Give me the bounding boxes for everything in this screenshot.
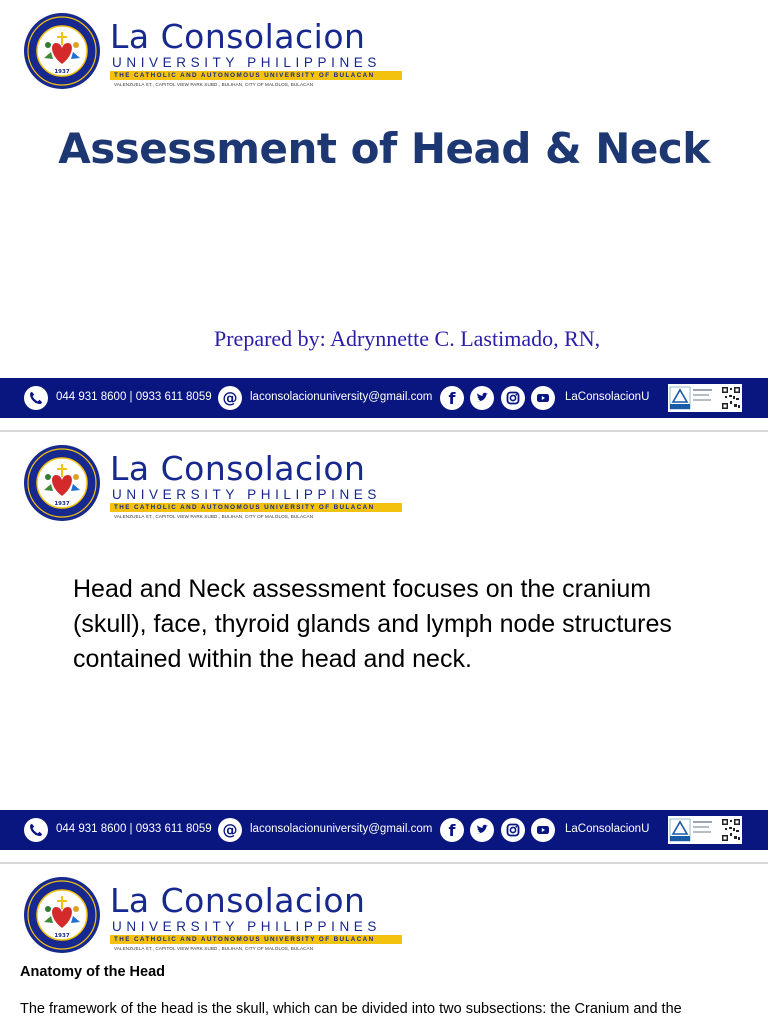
university-header	[20, 12, 400, 90]
social-handle[interactable]: LaConsolacionU	[565, 823, 650, 835]
university-seal-logo	[20, 12, 104, 90]
phone-numbers: 044 931 8600 | 0933 611 8059	[56, 823, 212, 835]
slide-introduction	[0, 432, 768, 864]
youtube-icon[interactable]	[531, 386, 555, 410]
slide-title	[0, 0, 768, 432]
instagram-icon[interactable]	[501, 386, 525, 410]
slide-body-text: Head and Neck assessment focuses on the cranium (skull), face, thyroid glands and lymph node structures contained within the head and neck.	[73, 575, 672, 673]
facebook-icon[interactable]	[440, 386, 464, 410]
phone-icon	[24, 386, 48, 410]
svg-text:f: f	[448, 389, 456, 408]
university-name: La Consolacion	[110, 449, 366, 488]
phone-numbers: 044 931 8600 | 0933 611 8059	[56, 391, 212, 403]
qr-code	[721, 386, 741, 410]
university-seal-logo	[20, 876, 104, 954]
university-address: VALENZUELA ST., CAPITOL VIEW PARK SUBD., BULIHAN, CITY OF MALOLOS, BULACAN	[114, 514, 314, 519]
university-subname: UNIVERSITY PHILIPPINES	[112, 55, 382, 70]
contact-footer	[0, 810, 768, 850]
prepared-by: Prepared by: Adrynnette C. Lastimado, RN,	[214, 326, 601, 351]
university-tagline: THE CATHOLIC AND AUTONOMOUS UNIVERSITY OF BULACAN	[110, 71, 402, 80]
youtube-icon[interactable]	[531, 818, 555, 842]
slide-anatomy	[0, 864, 768, 1024]
university-name: La Consolacion	[110, 881, 366, 920]
at-icon	[218, 386, 242, 410]
facebook-icon[interactable]	[440, 818, 464, 842]
certification-badge	[668, 384, 742, 412]
university-tagline: THE CATHOLIC AND AUTONOMOUS UNIVERSITY OF BULACAN	[110, 503, 402, 512]
seal-year: 1937	[54, 933, 70, 939]
seal-year: 1937	[54, 69, 70, 75]
section-text: The framework of the head is the skull, which can be divided into two subsections: the Cranium and the	[20, 1001, 682, 1017]
university-tagline: THE CATHOLIC AND AUTONOMOUS UNIVERSITY OF BULACAN	[110, 935, 402, 944]
certification-badge	[668, 816, 742, 844]
university-address: VALENZUELA ST., CAPITOL VIEW PARK SUBD., BULIHAN, CITY OF MALOLOS, BULACAN	[114, 82, 314, 87]
seal-year: 1937	[54, 501, 70, 507]
svg-text:f: f	[448, 821, 456, 840]
university-header	[20, 444, 400, 522]
contact-footer	[0, 378, 768, 418]
university-address: VALENZUELA ST., CAPITOL VIEW PARK SUBD., BULIHAN, CITY OF MALOLOS, BULACAN	[114, 946, 314, 951]
university-seal-logo	[20, 444, 104, 522]
slide-title-text: Assessment of Head & Neck	[58, 124, 710, 173]
svg-text:@: @	[222, 389, 238, 407]
twitter-icon[interactable]	[470, 386, 494, 410]
email-address[interactable]: laconsolacionuniversity@gmail.com	[250, 391, 433, 403]
university-name: La Consolacion	[110, 17, 366, 56]
svg-text:@: @	[222, 821, 238, 839]
at-icon	[218, 818, 242, 842]
social-handle[interactable]: LaConsolacionU	[565, 391, 650, 403]
twitter-icon[interactable]	[470, 818, 494, 842]
qr-code	[721, 818, 741, 842]
university-subname: UNIVERSITY PHILIPPINES	[112, 487, 382, 502]
instagram-icon[interactable]	[501, 818, 525, 842]
university-subname: UNIVERSITY PHILIPPINES	[112, 919, 382, 934]
email-address[interactable]: laconsolacionuniversity@gmail.com	[250, 823, 433, 835]
university-header	[20, 876, 400, 954]
section-heading: Anatomy of the Head	[20, 964, 166, 980]
phone-icon	[24, 818, 48, 842]
